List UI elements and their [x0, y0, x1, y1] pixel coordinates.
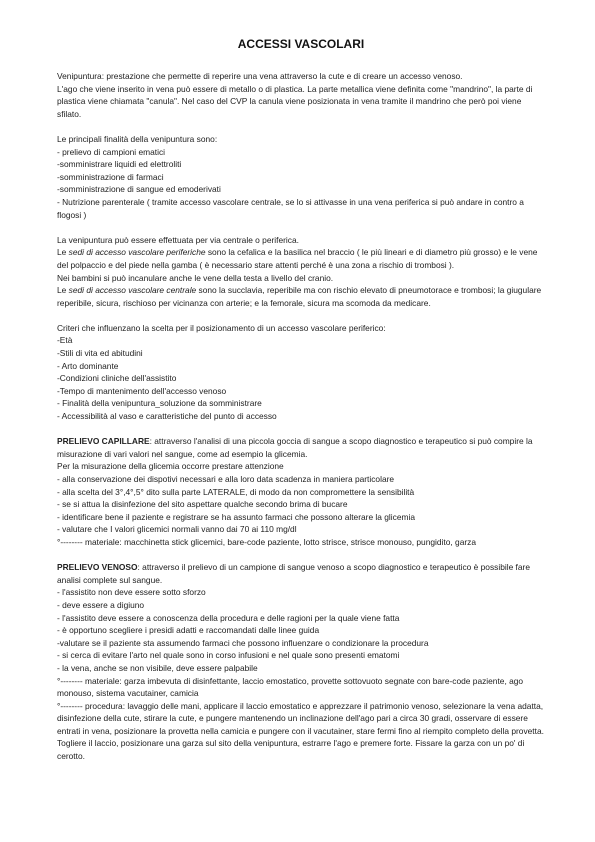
list-item: - deve essere a digiuno [57, 599, 145, 610]
list-item: -Condizioni cliniche dell'assistito [57, 373, 177, 384]
finalita-section [57, 133, 545, 221]
document-title: ACCESSI VASCOLARI [237, 37, 365, 51]
sedi-periferiche-term: sedi di accesso vascolare periferiche [68, 247, 206, 258]
text-run: : attraverso l'analisi di una piccola goccia di sangue a scopo diagnostico e terapeutico si può compire la misurazione di vari valori nel sangue, come ad esempio la glicemia. [57, 436, 533, 459]
list-item: - alla conservazione dei dispotivi necessari e alla loro data scadenza in maniera particolare [57, 474, 395, 484]
text-run: sono la cefalica e la basilica nel braccio ( le più lineari e di diametro più grosso) e le vene del polpaccio e del piede nella gamba ( è necessario stare attenti perché è una zona a rischio di trombosi ). [57, 247, 538, 270]
spacer [57, 120, 545, 133]
list-item: -Stili di vita ed abitudini [57, 348, 143, 359]
list-item: - se si attua la disinfezione del sito aspettare qualche secondo brima di bucare [57, 499, 348, 510]
sedi-centrali-term: sedi di accesso vascolare centrale [68, 285, 197, 296]
list-item: - valutare che I valori glicemici normali vanno dai 70 ai 110 mg/dl [57, 524, 297, 535]
venoso-label: PRELIEVO VENOSO [57, 562, 138, 573]
glicemia-heading: Per la misurazione della glicemia occorre prestare attenzione [57, 461, 284, 472]
list-item: - identificare bene il paziente e registrare se ha assunto farmaci che possono alterare la glicemia [57, 511, 415, 522]
list-item: -somministrazione di farmaci [57, 171, 164, 182]
materiale-note: °-------- materiale: macchinetta stick glicemici, bare-code paziente, lotto strisce, strisce monouso, pungidito, garza [57, 536, 476, 547]
list-item: - alla scelta del 3°,4°,5° dito sulla parte LATERALE, di modo da non compromettere la sensibilità [57, 486, 415, 497]
list-item: -somministrazione di sangue ed emoderivati [57, 184, 221, 195]
sedi-centrali-paragraph [57, 284, 545, 309]
list-item: - si cerca di evitare l'arto nel quale sono in corso infusioni e nel quale sono presenti ematomi [57, 650, 400, 661]
vie-section [57, 234, 545, 310]
list-item: - l'assistito non deve essere sotto sforzo [57, 587, 206, 598]
spacer [57, 309, 545, 322]
venoso-intro [57, 561, 545, 586]
list-item: -somministrare liquidi ed elettroliti [57, 159, 182, 170]
capillare-label: PRELIEVO CAPILLARE [57, 436, 150, 447]
intro-needle-description: L'ago che viene inserito in vena può essere di metallo o di plastica. La parte metallica viene definita come "mandrino", la parte di plastica viene chiamata "canula". Nel caso del CVP la canula viene posizionata in vena tramite il mandrino che però poi viene sfilato. [57, 83, 533, 119]
criteri-heading: Criteri che influenzano la scelta per il posizionamento di un accesso vascolare periferico: [57, 322, 386, 333]
bambini-note: Nei bambini si può incanulare anche le vene della testa a livello del cranio. [57, 272, 334, 283]
criteri-section [57, 322, 545, 423]
capillare-intro [57, 435, 545, 460]
list-item: - Arto dominante [57, 360, 119, 371]
list-item: -Tempo di mantenimento dell'accesso venoso [57, 385, 227, 396]
list-item: - l'assistito deve essere a conoscenza della procedura e delle ragioni per la quale viene fatta [57, 612, 400, 623]
list-item: - la vena, anche se non visibile, deve essere palpabile [57, 662, 258, 673]
prelievo-capillare-section [57, 435, 545, 548]
text-run: : attraverso il prelievo di un campione di sangue venoso a scopo diagnostico e terapeutico è possibile fare analisi complete sul sangue. [57, 562, 530, 585]
finalita-heading: Le principali finalità della venipuntura sono: [57, 133, 218, 144]
spacer [57, 549, 545, 562]
list-item: -Età [57, 335, 73, 346]
list-item: - Finalità della venipuntura_soluzione da somministrare [57, 398, 262, 409]
spacer [57, 423, 545, 436]
list-item: - Accessibilità al vaso e caratteristiche del punto di accesso [57, 411, 277, 422]
intro-definition: Venipuntura: prestazione che permette di reperire una vena attraverso la cute e di creare un accesso venoso. [57, 71, 463, 81]
sedi-periferiche-paragraph [57, 246, 545, 271]
intro-section [57, 70, 545, 120]
materiale-note: °-------- materiale: garza imbevuta di disinfettante, laccio emostatico, provette sottovuoto segnate con bare-code paziente, ago monouso, sistema vacutainer, camicia [57, 675, 524, 699]
list-item: -valutare se il paziente sta assumendo farmaci che possono influenzare o condizionare la procedura [57, 637, 429, 648]
vie-intro: La venipuntura può essere effettuata per via centrale o periferica. [57, 234, 299, 245]
prelievo-venoso-section [57, 561, 545, 763]
text-run: sono la succlavia, reperibile ma con rischio elevato di pneumotorace e trombosi; la giugulare reperibile, sicura, rischioso per vicinanza con arterie; e la femorale, sicura ma scomoda da medicare. [57, 285, 542, 308]
document-page [57, 36, 545, 763]
text-run: Le [57, 247, 69, 258]
list-item: - prelievo di campioni ematici [57, 146, 165, 157]
text-run: Le [57, 285, 69, 296]
list-item: - Nutrizione parenterale ( tramite accesso vascolare centrale, se lo si attivasse in una vena periferica si può andare in contro a flogosi ) [57, 196, 524, 220]
spacer [57, 221, 545, 234]
procedura-note: °-------- procedura: lavaggio delle mani, applicare il laccio emostatico e apprezzare il patrimonio venoso, selezionare la vena adatta, disinfezione della cute, stirare la cute, e pungere mantenendo un inclinazione dell'ago pari a circa 30 gradi, osservare di essere entrati in vena, posizionare la provetta nella camicia e pungere con il vacutainer, stare fermi fino al riempito completo della provetta. Togliere il laccio, posizionare una garza sul sito della venipuntura, estrarre l'ago e premere forte. Fissare la garza con un po' di cerotto. [57, 700, 544, 762]
list-item: - è opportuno scegliere i presidi adatti e raccomandati dalle linee guida [57, 625, 320, 636]
